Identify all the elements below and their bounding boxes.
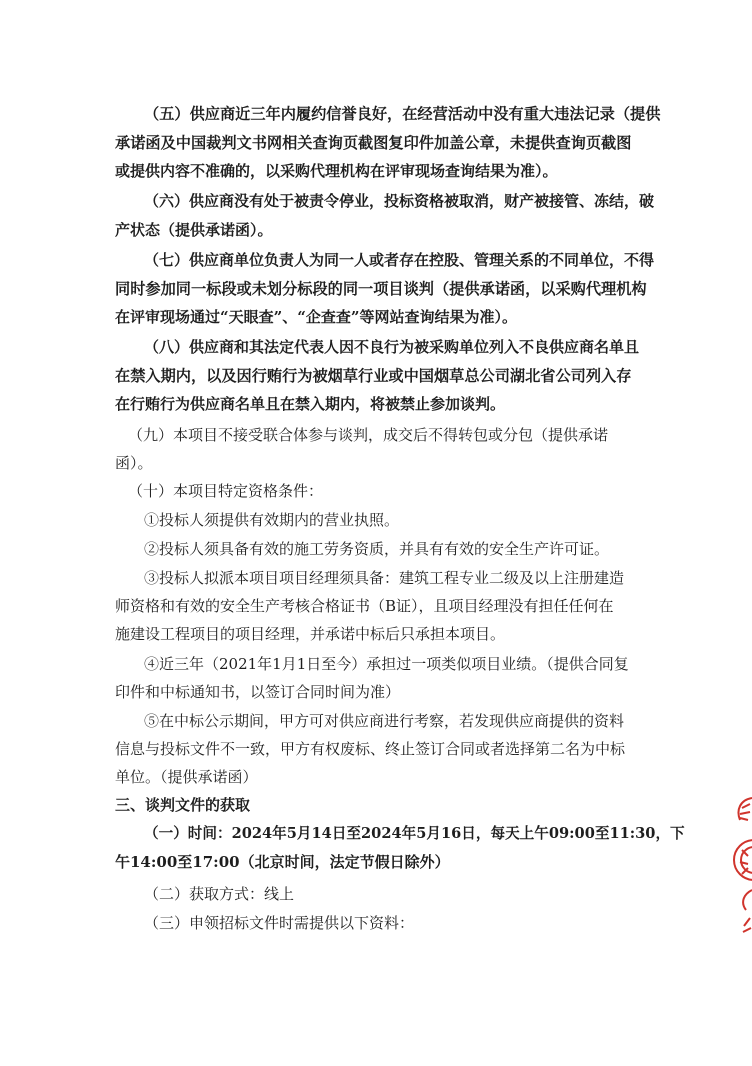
section-para-1-line-1: （一）时间：2024年5月14日至2024年5月16日，每天上午09:00至11:30，下: [144, 825, 685, 842]
section-para-2-line-1: （二）获取方式：线上: [144, 885, 295, 903]
section-heading: 三、谈判文件的获取: [115, 796, 251, 814]
para-9-line-1: （九）本项目不接受联合体参与谈判，成交后不得转包或分包（提供承诺: [128, 426, 609, 444]
para-5-line-1: （五）供应商近三年内履约信誉良好，在经营活动中没有重大违法记录（提供: [144, 105, 661, 123]
para-5-line-3: 或提供内容不准确的，以采购代理机构在评审现场查询结果为准）。: [115, 162, 558, 180]
item-3-line-2: 师资格和有效的安全生产考核合格证书（B证），且项目经理没有担任任何在: [115, 597, 614, 615]
seal-stamp-partial: [730, 790, 752, 940]
item-4-line-2: 印件和中标通知书，以签订合同时间为准）: [115, 683, 401, 701]
section-para-1-line-2: 午14:00至17:00（北京时间，法定节假日除外）: [115, 853, 450, 871]
para-8-line-3: 在行贿行为供应商名单且在禁入期内，将被禁止参加谈判。: [115, 395, 506, 413]
para-7-line-1: （七）供应商单位负责人为同一人或者存在控股、管理关系的不同单位，不得: [144, 251, 655, 269]
item-2-line-1: ②投标人须具备有效的施工劳务资质，并具有有效的安全生产许可证。: [144, 540, 610, 558]
item-5-line-1: ⑤在中标公示期间，甲方可对供应商进行考察，若发现供应商提供的资料: [144, 712, 625, 730]
para-7-line-3: 在评审现场通过“天眼查”、“企查查”等网站查询结果为准）。: [115, 308, 518, 326]
section-para-3-line-1: （三）申领招标文件时需提供以下资料：: [144, 914, 415, 932]
para-10-line-1: （十）本项目特定资格条件：: [128, 482, 324, 500]
item-3-line-1: ③投标人拟派本项目项目经理须具备：建筑工程专业二级及以上注册建造: [144, 569, 625, 587]
item-3-line-3: 施建设工程项目的项目经理，并承诺中标后只承担本项目。: [115, 625, 506, 643]
para-9-line-2: 函）。: [115, 454, 153, 472]
para-5-line-2: 承诺函及中国裁判文书网相关查询页截图复印件加盖公章，未提供查询页截图: [115, 134, 632, 152]
para-6-line-2: 产状态（提供承诺函）。: [115, 221, 273, 239]
para-8-line-1: （八）供应商和其法定代表人因不良行为被采购单位列入不良供应商名单且: [144, 338, 640, 356]
item-5-line-3: 单位。（提供承诺函）: [115, 768, 258, 786]
item-4-line-1: ④近三年（2021年1月1日至今）承担过一项类似项目业绩。（提供合同复: [144, 655, 629, 673]
para-6-line-1: （六）供应商没有处于被责令停业，投标资格被取消，财产被接管、冻结，破: [144, 192, 655, 210]
item-5-line-2: 信息与投标文件不一致，甲方有权废标、终止签订合同或者选择第二名为中标: [115, 740, 626, 758]
item-1-line-1: ①投标人须提供有效期内的营业执照。: [144, 511, 400, 529]
para-7-line-2: 同时参加同一标段或未划分标段的同一项目谈判（提供承诺函，以采购代理机构: [115, 280, 647, 298]
para-8-line-2: 在禁入期内，以及因行贿行为被烟草行业或中国烟草总公司湖北省公司列入存: [115, 367, 632, 385]
